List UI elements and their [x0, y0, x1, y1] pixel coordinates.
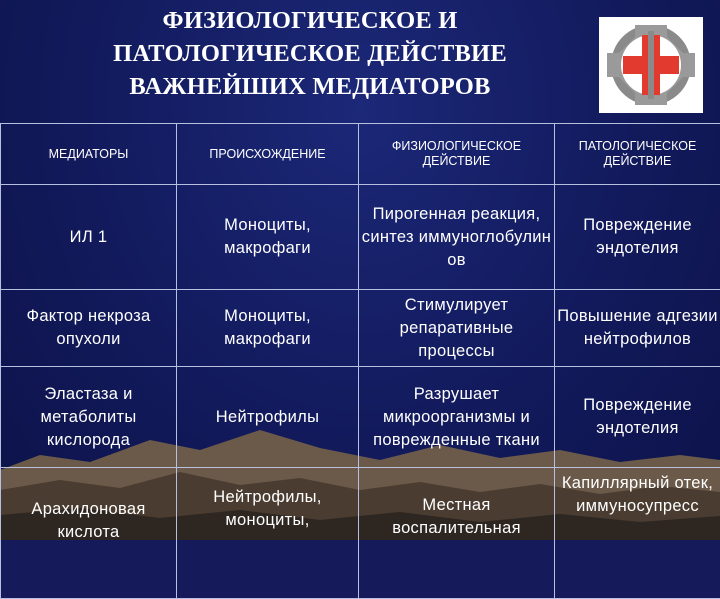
table-row — [1, 185, 720, 290]
medical-cross-icon — [599, 17, 703, 113]
cell-mediator: Эластаза и метаболиты кислорода — [1, 367, 177, 468]
cell-physio: Местная воспалительная — [359, 468, 555, 599]
page-title — [40, 4, 580, 103]
table-header-row — [1, 124, 720, 185]
header-patho: ПАТОЛОГИЧЕСКОЕ ДЕЙСТВИЕ — [555, 124, 720, 185]
cell-mediator: Арахидоновая кислота — [1, 468, 177, 599]
cell-mediator: ИЛ 1 — [1, 185, 177, 290]
cell-physio: Разрушает микроорганизмы и поврежденные ткани — [359, 367, 555, 468]
header-physio: ФИЗИОЛОГИЧЕСКОЕ ДЕЙСТВИЕ — [359, 124, 555, 185]
cell-physio: Стимулирует репаративные процессы — [359, 290, 555, 367]
medical-cross-logo — [599, 17, 703, 113]
title-line-1: ФИЗИОЛОГИЧЕСКОЕ И — [40, 4, 580, 37]
cell-patho: Повышение адгезии нейтрофилов — [555, 290, 720, 367]
cell-patho: Повреждение эндотелия — [555, 185, 720, 290]
cell-patho: Капиллярный отек, иммуносупресс — [555, 468, 720, 599]
cell-origin: Нейтрофилы, моноциты, — [177, 468, 359, 599]
cell-mediator: Фактор некроза опухоли — [1, 290, 177, 367]
table-row — [1, 290, 720, 367]
title-line-2: ПАТОЛОГИЧЕСКОЕ ДЕЙСТВИЕ — [40, 37, 580, 70]
cell-origin: Моноциты, макрофаги — [177, 290, 359, 367]
mediators-table — [0, 123, 720, 599]
table-row — [1, 468, 720, 599]
title-line-3: ВАЖНЕЙШИХ МЕДИАТОРОВ — [40, 70, 580, 103]
header-mediators: МЕДИАТОРЫ — [1, 124, 177, 185]
table-row — [1, 367, 720, 468]
cell-origin: Моноциты, макрофаги — [177, 185, 359, 290]
header-origin: ПРОИСХОЖДЕНИЕ — [177, 124, 359, 185]
cell-origin: Нейтрофилы — [177, 367, 359, 468]
cell-physio: Пирогенная реакция, синтез иммуноглобулин ов — [359, 185, 555, 290]
cell-patho: Повреждение эндотелия — [555, 367, 720, 468]
